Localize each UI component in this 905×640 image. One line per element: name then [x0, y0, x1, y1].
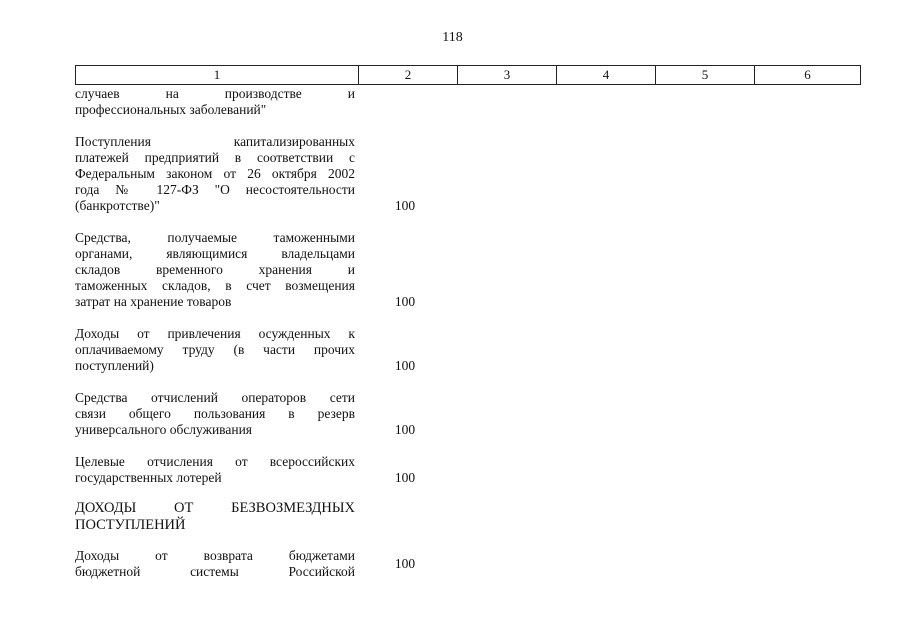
row-line: профессиональных заболеваний": [75, 102, 267, 117]
row-line: ПОСТУПЛЕНИЙ: [75, 517, 186, 533]
row-line: Доходы от возврата бюджетами: [75, 548, 355, 563]
column-header-4: 4: [557, 66, 656, 84]
row-value-col2: 100: [394, 422, 416, 437]
table-row: [75, 454, 435, 486]
section-heading-row: [75, 500, 435, 534]
row-line: случаев на производстве и: [75, 86, 355, 101]
row-value-col2: 100: [394, 470, 416, 485]
row-line: поступлений): [75, 358, 154, 373]
table-row: [75, 230, 435, 310]
table-row: [75, 390, 435, 438]
row-line: Доходы от привлечения осужденных к: [75, 326, 355, 341]
row-line: таможенных складов, в счет возмещения: [75, 278, 355, 293]
table-row: [75, 326, 435, 374]
page-number: 118: [442, 30, 463, 45]
row-line: связи общего пользования в резерв: [75, 406, 355, 421]
row-line: складов временного хранения и: [75, 262, 355, 277]
table-row: [75, 86, 435, 118]
column-header-1: 1: [76, 66, 359, 84]
row-line: Федеральным законом от 26 октября 2002: [75, 166, 355, 181]
row-value-col2: 100: [394, 358, 416, 373]
row-description: [75, 326, 355, 374]
row-line: ДОХОДЫ ОТ БЕЗВОЗМЕЗДНЫХ: [75, 500, 355, 516]
row-line: Средства отчислений операторов сети: [75, 390, 355, 405]
column-header-row: [75, 65, 861, 85]
row-value-col2: 100: [394, 294, 416, 309]
row-line: Поступления капитализированных: [75, 134, 355, 149]
row-description: [75, 548, 355, 580]
row-line: государственных лотерей: [75, 470, 222, 485]
row-line: платежей предприятий в соответствии с: [75, 150, 355, 165]
row-description: [75, 390, 355, 438]
row-value-col2: 100: [394, 556, 416, 571]
row-description: [75, 454, 355, 486]
table-row: [75, 548, 435, 580]
row-value-col2: 100: [394, 198, 416, 213]
column-header-2: 2: [359, 66, 458, 84]
row-line: универсального обслуживания: [75, 422, 253, 437]
row-line: Средства, получаемые таможенными: [75, 230, 355, 245]
column-header-3: 3: [458, 66, 557, 84]
row-line: (банкротстве)": [75, 198, 160, 213]
row-line: бюджетной системы Российской: [75, 564, 355, 579]
row-description: [75, 86, 355, 118]
table-row: [75, 134, 435, 214]
row-description: [75, 134, 355, 214]
column-header-5: 5: [656, 66, 755, 84]
section-heading: [75, 500, 355, 534]
row-line: затрат на хранение товаров: [75, 294, 232, 309]
row-line: года № 127-ФЗ "О несостоятельности: [75, 182, 355, 197]
column-header-6: 6: [804, 67, 811, 82]
row-line: оплачиваемому труду (в части прочих: [75, 342, 355, 357]
row-line: органами, являющимися владельцами: [75, 246, 355, 261]
row-description: [75, 230, 355, 310]
row-line: Целевые отчисления от всероссийских: [75, 454, 355, 469]
